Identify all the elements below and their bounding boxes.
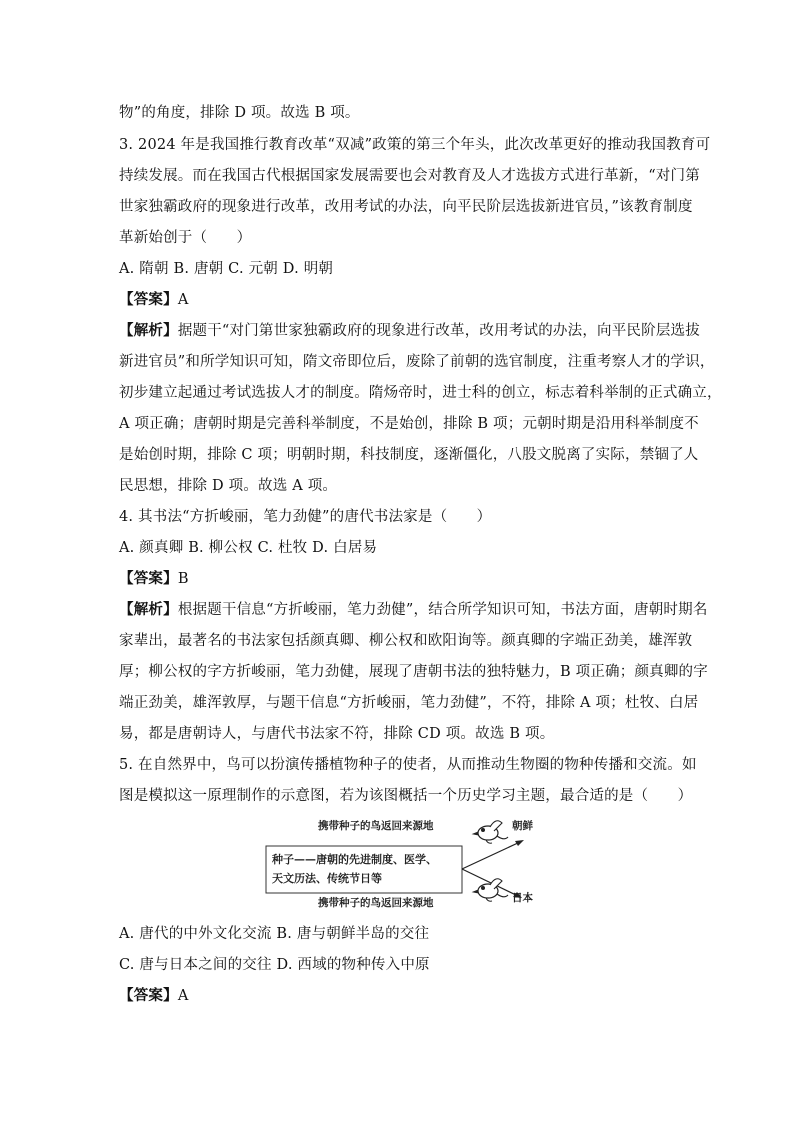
- top-route-label: 携带种子的鸟返回来源地: [318, 820, 434, 832]
- arrowhead-icon: [515, 840, 524, 846]
- question-4-options: A. 颜真卿 B. 柳公权 C. 杜牧 D. 白居易: [119, 540, 378, 556]
- question-3-explanation: 是始创时期，排除 C 项；明朝时期，科技制度，逐渐僵化，八股文脱离了实际，禁锢了人: [119, 447, 699, 463]
- answer-tag: 【答案】: [119, 570, 178, 587]
- seed-box-line: 种子——唐朝的先进制度、医学、: [272, 853, 437, 866]
- question-4-explanation: 家辈出，最著名的书法家包括颜真卿、柳公权和欧阳询等。颜真卿的字端正劲美，雄浑敦: [119, 633, 693, 649]
- explanation-text: 根据题干信息“方折峻丽，笔力劲健”，结合所学知识可知，书法方面，唐朝时期名: [177, 602, 708, 618]
- question-4-explanation: [119, 600, 708, 620]
- question-5-answer: [119, 986, 679, 1006]
- question-3-stem: 革新始创于（ ）: [119, 230, 252, 246]
- question-3-explanation: 初步建立起通过考试选拔人才的制度。隋炀帝时，进士科的创立，标志着科举制的正式确立，: [119, 385, 722, 401]
- question-3-stem: 世家独霸政府的现象进行改革，改用考试的办法，向平民阶层选拔新进官员，”该教育制度: [119, 199, 693, 215]
- bottom-route-label: 携带种子的鸟返回来源地: [318, 897, 434, 909]
- answer-value: A: [177, 292, 189, 308]
- question-5-options: A. 唐代的中外文化交流 B. 唐与朝鲜半岛的交往: [119, 926, 430, 942]
- question-4-answer: [119, 569, 679, 589]
- question-4-explanation: 端正劲美，雄浑敦厚，与题干信息“方折峻丽，笔力劲健”，不符，排除 A 项；杜牧、白居: [119, 695, 699, 711]
- text-line: 物”的角度，排除 D 项。故选 B 项。: [119, 105, 360, 121]
- question-3-options: A. 隋朝 B. 唐朝 C. 元朝 D. 明朝: [119, 261, 334, 277]
- question-3-explanation: A 项正确；唐朝时期是完善科举制度，不是始创，排除 B 项；元朝时期是沿用科举制度不: [119, 416, 699, 432]
- question-3-answer: [119, 290, 679, 310]
- destination-korea: 朝鲜: [512, 820, 533, 832]
- explanation-tag: 【解析】: [119, 322, 178, 339]
- question-3-stem: 3. 2024 年是我国推行教育改革“双减”政策的第三个年头，此次改革更好的推动我国教育可: [119, 137, 711, 153]
- question-3-explanation: [119, 321, 700, 341]
- answer-value: A: [177, 988, 189, 1004]
- question-3-explanation: 新进官员”和所学知识可知，隋文帝即位后，废除了前朝的选官制度，注重考察人才的学识，: [119, 354, 715, 370]
- seed-box-line: 天文历法、传统节日等: [272, 872, 382, 885]
- arrow-to-korea: [462, 842, 520, 869]
- answer-tag: 【答案】: [119, 291, 178, 308]
- question-3-explanation: 民思想，排除 D 项。故选 A 项。: [119, 478, 338, 494]
- answer-tag: 【答案】: [119, 987, 178, 1004]
- question-4-stem: 4. 其书法“方折峻丽，笔力劲健”的唐代书法家是（ ）: [119, 509, 492, 525]
- explanation-tag: 【解析】: [119, 601, 178, 618]
- bird-icon: [473, 821, 508, 843]
- destination-japan: 日本: [512, 892, 533, 904]
- question-5-stem: 图是模拟这一原理制作的示意图，若为该图概括一个历史学习主题，最合适的是（ ）: [119, 788, 693, 804]
- question-5-options: C. 唐与日本之间的交往 D. 西域的物种传入中原: [119, 957, 430, 973]
- seed-spread-diagram: [262, 815, 542, 915]
- explanation-text: 据题干“对门第世家独霸政府的现象进行改革，改用考试的办法，向平民阶层选拔: [177, 323, 700, 339]
- question-5-stem: 5. 在自然界中，鸟可以扮演传播植物种子的使者，从而推动生物圈的物种传播和交流。如: [119, 757, 697, 773]
- question-4-explanation: 厚；柳公权的字方折峻丽，笔力劲健，展现了唐朝书法的独特魅力，B 项正确；颜真卿的字: [119, 664, 708, 680]
- question-3-stem: 持续发展。而在我国古代根据国家发展需要也会对教育及人才选拔方式进行革新，“对门第: [119, 168, 700, 184]
- answer-value: B: [177, 571, 189, 587]
- question-4-explanation: 易，都是唐朝诗人，与唐代书法家不符，排除 CD 项。故选 B 项。: [119, 726, 555, 742]
